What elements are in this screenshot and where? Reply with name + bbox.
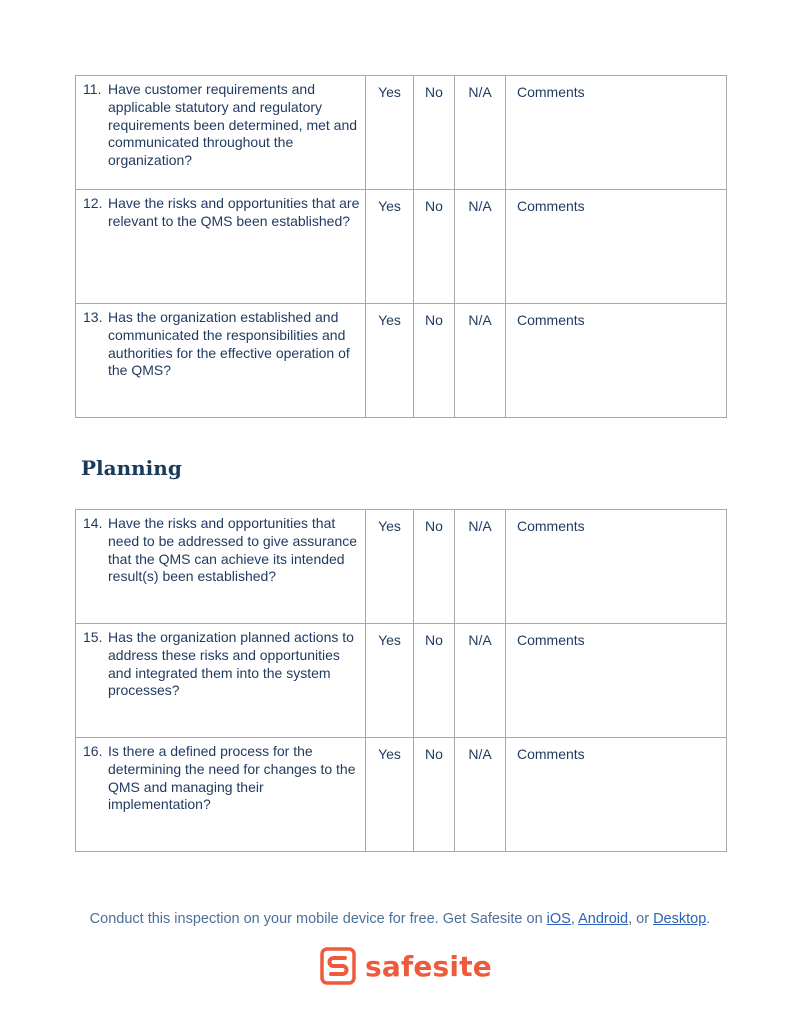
question-number: 12. bbox=[83, 195, 103, 211]
desktop-link[interactable]: Desktop bbox=[653, 911, 707, 927]
na-option[interactable]: N/A bbox=[455, 510, 506, 624]
question-cell bbox=[76, 76, 366, 190]
ios-link[interactable]: iOS bbox=[546, 911, 571, 927]
na-option[interactable]: N/A bbox=[455, 624, 506, 738]
yes-option[interactable]: Yes bbox=[366, 738, 414, 852]
table-row bbox=[76, 304, 727, 418]
no-option[interactable]: No bbox=[414, 510, 455, 624]
section-heading-planning: Planning bbox=[81, 456, 182, 480]
comments-field[interactable]: Comments bbox=[506, 738, 727, 852]
footer-promo-text: Conduct this inspection on your mobile device for free. Get Safesite on iOS, Android, or Desktop. bbox=[89, 911, 711, 927]
safesite-wordmark: safesite bbox=[365, 949, 492, 983]
na-option[interactable]: N/A bbox=[455, 76, 506, 190]
no-option[interactable]: No bbox=[414, 190, 455, 304]
question-cell bbox=[76, 190, 366, 304]
no-option[interactable]: No bbox=[414, 304, 455, 418]
no-option[interactable]: No bbox=[414, 738, 455, 852]
no-option[interactable]: No bbox=[414, 76, 455, 190]
question-text: Have the risks and opportunities that need to be addressed to give assurance that the QMS can achieve its intended result(s) been established? bbox=[108, 515, 358, 585]
comments-field[interactable]: Comments bbox=[506, 190, 727, 304]
comments-field[interactable]: Comments bbox=[506, 304, 727, 418]
table-row bbox=[76, 738, 727, 852]
comments-field[interactable]: Comments bbox=[506, 76, 727, 190]
question-text: Have customer requirements and applicable statutory and regulatory requirements been determined, met and communicated throughout the organization? bbox=[108, 81, 358, 169]
yes-option[interactable]: Yes bbox=[366, 624, 414, 738]
question-text: Has the organization planned actions to address these risks and opportunities and integrated them into the system processes? bbox=[108, 629, 354, 699]
question-number: 16. bbox=[83, 743, 103, 759]
safesite-logo bbox=[320, 947, 492, 985]
na-option[interactable]: N/A bbox=[455, 190, 506, 304]
android-link[interactable]: Android bbox=[578, 911, 629, 927]
question-number: 13. bbox=[83, 309, 103, 325]
yes-option[interactable]: Yes bbox=[366, 76, 414, 190]
na-option[interactable]: N/A bbox=[455, 304, 506, 418]
table-row bbox=[76, 510, 727, 624]
table-row bbox=[76, 76, 727, 190]
question-cell bbox=[76, 304, 366, 418]
safesite-logo-icon bbox=[320, 947, 356, 985]
checklist-table-1 bbox=[75, 75, 727, 418]
table-row bbox=[76, 190, 727, 304]
question-cell bbox=[76, 510, 366, 624]
table-row bbox=[76, 624, 727, 738]
yes-option[interactable]: Yes bbox=[366, 190, 414, 304]
yes-option[interactable]: Yes bbox=[366, 304, 414, 418]
question-text: Have the risks and opportunities that are relevant to the QMS been established? bbox=[108, 195, 360, 229]
comments-field[interactable]: Comments bbox=[506, 510, 727, 624]
question-text: Is there a defined process for the determining the need for changes to the QMS and managing their implementation? bbox=[108, 743, 356, 813]
question-text: Has the organization established and communicated the responsibilities and authorities for the effective operation of the QMS? bbox=[108, 309, 350, 379]
question-cell bbox=[76, 624, 366, 738]
question-cell bbox=[76, 738, 366, 852]
question-number: 11. bbox=[83, 81, 102, 97]
question-number: 15. bbox=[83, 629, 103, 645]
yes-option[interactable]: Yes bbox=[366, 510, 414, 624]
checklist-table-2 bbox=[75, 509, 727, 852]
comments-field[interactable]: Comments bbox=[506, 624, 727, 738]
question-number: 14. bbox=[83, 515, 103, 531]
na-option[interactable]: N/A bbox=[455, 738, 506, 852]
no-option[interactable]: No bbox=[414, 624, 455, 738]
